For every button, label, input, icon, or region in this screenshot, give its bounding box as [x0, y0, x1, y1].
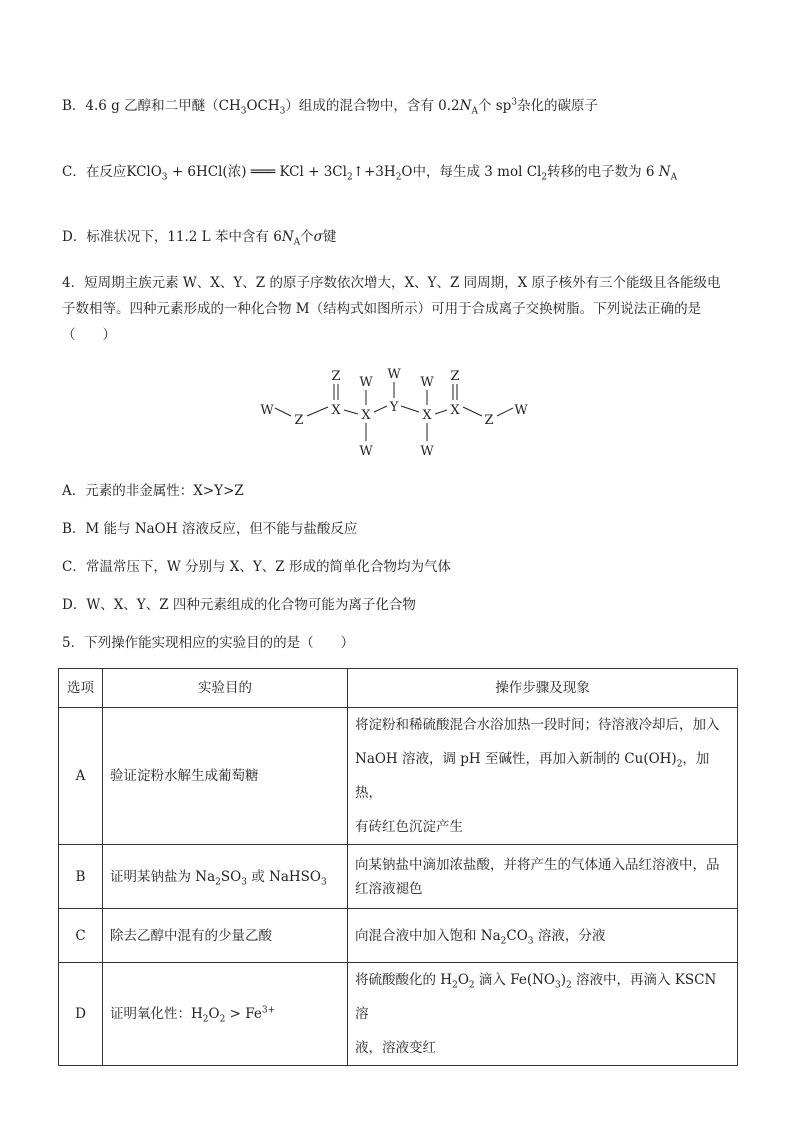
row-c-procedure: 向混合液中加入饱和 $Na_2CO_3$ 溶液，分液	[348, 909, 738, 963]
structure-formula	[250, 360, 540, 465]
atom-w-right: W	[514, 403, 528, 418]
atom-z-left: Z	[294, 413, 304, 428]
row-b-purpose: 证明某钠盐为 $Na_2SO_3$ 或 NaHSO$_3$	[103, 845, 348, 909]
atom-w-left: W	[260, 403, 274, 418]
row-d-purpose: 证明氧化性：$H_2O_2 > Fe^{3+}$	[103, 963, 348, 1066]
q3-option-d: D．标准状况下，11.2 L 苯中含有 $6N_A$个σ键	[62, 229, 337, 248]
atom-x3-bottom: W	[420, 444, 434, 459]
header-procedure: 操作步骤及现象	[348, 669, 738, 708]
table-row-b	[59, 845, 738, 909]
q4-option-b: B．M 能与 NaOH 溶液反应，但不能与盐酸反应	[62, 521, 358, 537]
q4-option-c: C．常温常压下，W 分别与 X、Y、Z 形成的简单化合物均为气体	[62, 559, 451, 575]
row-d-label: D	[59, 963, 103, 1066]
q4-option-a: A．元素的非金属性：X>Y>Z	[62, 483, 244, 499]
header-purpose: 实验目的	[103, 669, 348, 708]
q3-option-c: C．在反应KClO$_3$ + 6HCl(浓) ═══ KCl + $3Cl_2↑+3H_2O$中，每生成 3 mol $Cl_2$转移的电子数为 6 $N_A$	[62, 164, 678, 183]
table-header-row	[59, 669, 738, 708]
atom-z-right: Z	[484, 413, 494, 428]
atom-x4: X	[450, 403, 460, 418]
row-c-label: C	[59, 909, 103, 963]
atom-x2: X	[361, 408, 371, 423]
table-row-a	[59, 708, 738, 845]
row-b-procedure: 向某钠盐中滴加浓盐酸，并将产生的气体通入品红溶液中，品 红溶液褪色	[348, 845, 738, 909]
equation-arrow: ═══	[250, 164, 276, 180]
q4-option-d: D．W、X、Y、Z 四种元素组成的化合物可能为离子化合物	[62, 597, 416, 613]
row-c-purpose: 除去乙醇中混有的少量乙酸	[103, 909, 348, 963]
atom-x3-top: W	[420, 375, 434, 390]
row-a-procedure: 将淀粉和稀硫酸混合水浴加热一段时间；待溶液冷却后，加入 NaOH 溶液，调 pH 至碱性，再加入新制的 $Cu(OH)_2$，加热， 有砖红色沉淀产生	[348, 708, 738, 845]
atom-x1: X	[331, 403, 341, 418]
atom-y: Y	[389, 400, 399, 415]
table-row-c	[59, 909, 738, 963]
row-a-label: A	[59, 708, 103, 845]
experiment-table	[58, 668, 738, 1066]
atom-x4-top: Z	[450, 369, 460, 384]
q4-stem: 4．短周期主族元素 W、X、Y、Z 的原子序数依次增大，X、Y、Z 同周期，X 原子核外有三个能级且各能级电子数相等。四种元素形成的一种化合物 M（结构式如图所示）可用于合成离子交换树脂。下列说法正确的是（ ）	[62, 275, 721, 343]
atom-x2-bottom: W	[359, 444, 373, 459]
atom-x2-top: W	[359, 375, 373, 390]
table-row-d	[59, 963, 738, 1066]
q3-option-b: B．4.6 g 乙醇和二甲醚$(CH_3OCH_3)$组成的混合物中，含有 $0.2N_A$个 $sp^3$杂化的碳原子	[62, 97, 599, 117]
gas-arrow: ↑	[352, 164, 364, 180]
row-d-procedure: 将硫酸酸化的 $H_2O_2$ 滴入 $Fe(NO_3)_2$ 溶液中，再滴入 KSCN 溶 液，溶液变红	[348, 963, 738, 1066]
row-b-label: B	[59, 845, 103, 909]
header-option: 选项	[59, 669, 103, 708]
q5-stem: 5．下列操作能实现相应的实验目的的是（ ）	[62, 635, 355, 651]
atom-x1-top: Z	[331, 369, 341, 384]
row-a-purpose: 验证淀粉水解生成葡萄糖	[103, 708, 348, 845]
atom-y-top: W	[387, 367, 401, 382]
atom-x3: X	[422, 408, 432, 423]
